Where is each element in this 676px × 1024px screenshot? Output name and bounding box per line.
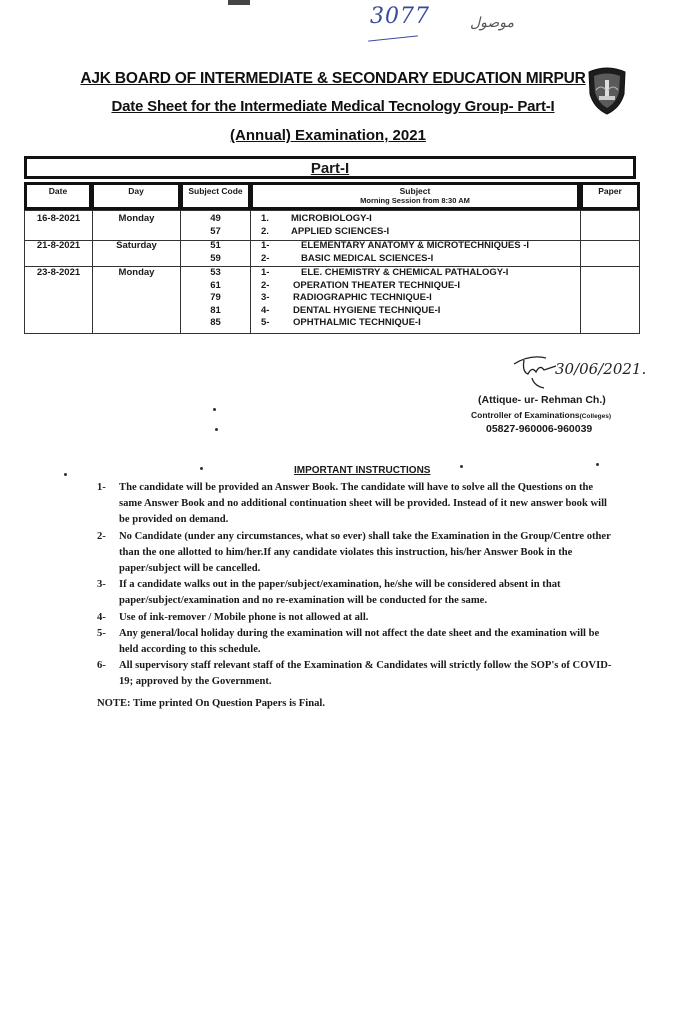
subject-entry: 2- BASIC MEDICAL SCIENCES-I (261, 252, 434, 264)
day-cell: Monday (92, 211, 180, 240)
instruction-item: 2- No Candidate (under any circumstances, what so ever) shall take the Examination in the Group/Centre other than the one allotted to him/her.If any candidate violates this instruction, his/her Answer Book in the paper/subject will be cancelled. (97, 530, 611, 575)
subject-name: BASIC MEDICAL SCIENCES-I (301, 252, 434, 264)
date-cell: 23-8-2021 (24, 266, 92, 333)
subject-code: 51 (210, 240, 221, 251)
subject-code: 79 (210, 292, 221, 303)
date-cell: 21-8-2021 (24, 239, 92, 266)
instructions-list (97, 480, 617, 691)
scan-speck (213, 408, 216, 411)
subject-cell (250, 266, 580, 333)
signature-date: 30/06/2021. (555, 360, 647, 378)
subject-code: 81 (210, 304, 221, 316)
instruction-item: 6- All supervisory staff relevant staff of the Examination & Candidates will strictly follow the SOP's of COVID-19; approved by the Government. (97, 660, 612, 688)
signatory-role: Controller of Examinations(Colleges) (471, 410, 612, 420)
subject-name: RADIOGRAPHIC TECHNIQUE-I (293, 292, 432, 303)
code-cell (180, 266, 250, 333)
scan-speck (200, 467, 203, 470)
paper-cell (580, 266, 640, 333)
subject-entry: 1. MICROBIOLOGY-I (261, 213, 372, 224)
subject-code: 57 (210, 225, 221, 237)
table-row (24, 210, 640, 241)
part-title: Part-I (310, 160, 350, 177)
instruction-item: 1- The candidate will be provided an Answer Book. The candidate will have to solve all the Questions on the same Answer Book and no additional continuation sheet will be provided. Instead of it new answer book will be provided on demand. (97, 482, 607, 526)
col-subject-code: Subject Code (180, 182, 251, 210)
subject-name: OPHTHALMIC TECHNIQUE-I (293, 317, 421, 328)
paper-cell (580, 211, 640, 240)
subject-cell (250, 211, 580, 240)
instructions-title: IMPORTANT INSTRUCTIONS (294, 465, 431, 476)
handwritten-note: موصول (470, 14, 515, 30)
handwritten-number: 3077 (370, 4, 430, 29)
handwritten-underline (368, 35, 418, 41)
code-cell (180, 239, 250, 266)
signature-icon (510, 352, 560, 392)
instruction-item: 3- If a candidate walks out in the paper/subject/examination, he/she will be considered absent in that paper/subject/examination and no re-examination will be conducted for the same. (97, 579, 561, 607)
col-day: Day (91, 182, 181, 210)
subject-cell (250, 239, 580, 266)
document-subtitle: (Annual) Examination, 2021 (230, 127, 426, 144)
board-name: AJK BOARD OF INTERMEDIATE & SECONDARY EDUCATION MIRPUR (80, 70, 586, 87)
date-cell: 16-8-2021 (24, 211, 92, 240)
subject-name: DENTAL HYGIENE TECHNIQUE-I (293, 304, 441, 316)
col-paper: Paper (580, 182, 640, 210)
session-note: Morning Session from 8:30 AM (360, 196, 470, 205)
subject-entry: 2- OPERATION THEATER TECHNIQUE-I (261, 279, 460, 291)
col-date: Date (24, 182, 92, 210)
subject-name: OPERATION THEATER TECHNIQUE-I (293, 279, 460, 291)
subject-entry: 3- RADIOGRAPHIC TECHNIQUE-I (261, 292, 432, 303)
day-cell: Saturday (92, 239, 180, 266)
subject-entry: 1- ELE. CHEMISTRY & CHEMICAL PATHALOGY-I (261, 267, 509, 278)
subject-name: APPLIED SCIENCES-I (291, 225, 390, 237)
subject-entry: 2. APPLIED SCIENCES-I (261, 225, 390, 237)
subject-name: ELE. CHEMISTRY & CHEMICAL PATHALOGY-I (301, 267, 509, 278)
subject-entry: 4- DENTAL HYGIENE TECHNIQUE-I (261, 304, 441, 316)
day-cell: Monday (92, 266, 180, 333)
code-cell (180, 211, 250, 240)
subject-name: MICROBIOLOGY-I (291, 213, 372, 224)
subject-name: ELEMENTARY ANATOMY & MICROTECHNIQUES -I (301, 240, 530, 251)
signatory-phone: 05827-960006-960039 (486, 423, 593, 435)
scan-speck (64, 473, 67, 476)
table-row (24, 239, 640, 267)
subject-entry: 1- ELEMENTARY ANATOMY & MICROTECHNIQUES -I (261, 240, 530, 251)
subject-code: 59 (210, 252, 221, 264)
final-note: NOTE: Time printed On Question Papers is Final. (97, 698, 325, 709)
table-row (24, 266, 640, 334)
instruction-item: 4- Use of ink-remover / Mobile phone is not allowed at all. (97, 611, 369, 623)
board-crest-icon (586, 66, 628, 116)
scan-speck (596, 463, 599, 466)
instruction-item: 5- Any general/local holiday during the examination will not affect the date sheet and the examination will be held according to this schedule. (97, 627, 600, 656)
col-subject (250, 182, 580, 210)
subject-code: 85 (210, 317, 221, 328)
paper-cell (580, 239, 640, 266)
scan-speck (215, 428, 218, 431)
subject-code: 61 (210, 279, 221, 291)
scan-speck (460, 465, 463, 468)
part-header (24, 156, 636, 179)
subject-entry: 5- OPHTHALMIC TECHNIQUE-I (261, 317, 421, 328)
subject-code: 53 (210, 267, 221, 278)
signatory-name: (Attique- ur- Rehman Ch.) (478, 394, 606, 406)
document-title: Date Sheet for the Intermediate Medical Tecnology Group- Part-I (111, 98, 555, 115)
scan-mark (228, 0, 250, 5)
subject-code: 49 (210, 213, 221, 224)
col-subject-label: Subject (399, 186, 431, 196)
